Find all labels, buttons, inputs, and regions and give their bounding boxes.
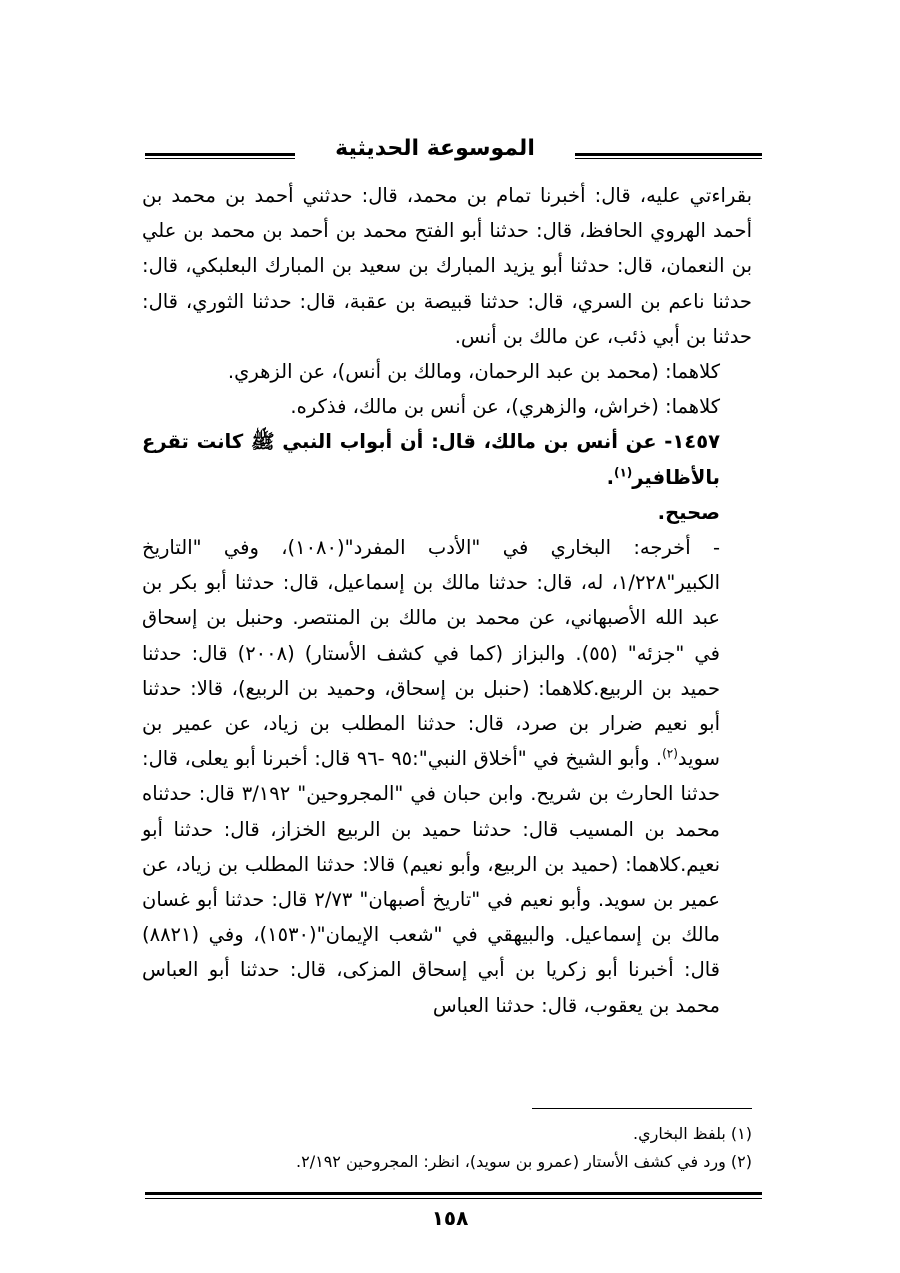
paragraph-takhrij xyxy=(142,530,752,1023)
footnote-ref-1[interactable]: (١) xyxy=(613,465,633,480)
paragraph-both-1: كلاهما: (محمد بن عبد الرحمان، ومالك بن أنس)، عن الزهري. xyxy=(227,360,720,384)
takhrij-part-2: . وأبو الشيخ في "أخلاق النبي":٩٥ -٩٦ قال: أخبرنا أبو يعلى، قال: حدثنا الحارث بن شريح. وابن حبان في "المجروحين" ٣/١٩٢ قال: حدثناه محمد بن المسيب قال: حدثنا حميد بن الربيع الخزاز، قال: حدثنا أبو نعيم.كلاهما: (حميد بن الربيع، وأبو نعيم) قالا: حدثنا المطلب بن زياد، عن عمير بن سويد. وأبو نعيم في "تاريخ أصبهان" ٢/٧٣ قال: حدثنا أبو غسان مالك بن إسماعيل. والبيهقي في "شعب الإيمان"(١٥٣٠)، وفي (٨٨٢١) قال: أخبرنا أبو زكريا بن أبي إسحاق المزكى، قال: حدثنا أبو العباس محمد بن يعقوب، قال: حدثنا العباس xyxy=(142,747,720,1017)
footer-rule xyxy=(145,1192,762,1195)
page-header xyxy=(145,130,762,180)
footnote-ref-2[interactable]: (٢) xyxy=(662,746,678,761)
hadith-text: ١٤٥٧- عن أنس بن مالك، قال: أن أبواب النبي ﷺ كانت تقرع بالأظافير xyxy=(142,430,720,489)
footnote-2: (٢) ورد في كشف الأستار (عمرو بن سويد)، انظر: المجروحين ٢/١٩٢. xyxy=(296,1152,752,1171)
page-number: ١٥٨ xyxy=(431,1206,469,1230)
hadith-paragraph xyxy=(142,424,752,494)
paragraph-both-2: كلاهما: (خراش، والزهري)، عن أنس بن مالك، فذكره. xyxy=(290,395,720,419)
footnote-1: (١) بلفظ البخاري. xyxy=(633,1124,752,1143)
header-title: الموسوعة الحديثية xyxy=(295,136,575,161)
footnote-separator xyxy=(532,1108,752,1109)
takhrij-part-1: - أخرجه: البخاري في "الأدب المفرد"(١٠٨٠)، وفي "التاريخ الكبير"١/٢٢٨، له، قال: حدثنا مالك بن إسماعيل، قال: حدثنا أبو بكر بن عبد الله الأصبهاني، عن محمد بن مالك بن المنتصر. وحنبل بن إسحاق في "جزئه" (٥٥). والبزاز (كما في كشف الأستار) (٢٠٠٨) قال: حدثنا حميد بن الربيع.كلاهما: (حنبل بن إسحاق، وحميد بن الربيع)، قالا: حدثنا أبو نعيم ضرار بن صرد، قال: حدثنا المطلب بن زياد، عن عمير بن سويد xyxy=(142,536,720,771)
footer-rule-thin xyxy=(145,1198,762,1199)
main-text xyxy=(142,178,752,1023)
hadith-end: . xyxy=(606,465,614,489)
paragraph-chain: بقراءتي عليه، قال: أخبرنا تمام بن محمد، قال: حدثني أحمد بن محمد بن أحمد الهروي الحافظ، قال: حدثنا أبو الفتح محمد بن أحمد بن محمد بن علي بن النعمان، قال: حدثنا أبو يزيد المبارك بن سعيد بن المبارك البعلبكي، قال: حدثنا ناعم بن السري، قال: حدثنا قبيصة بن عقبة، قال: حدثنا الثوري، قال: حدثنا بن أبي ذئب، عن مالك بن أنس. xyxy=(142,184,752,348)
grade: صحيح. xyxy=(657,500,720,524)
footnotes xyxy=(142,1120,752,1176)
